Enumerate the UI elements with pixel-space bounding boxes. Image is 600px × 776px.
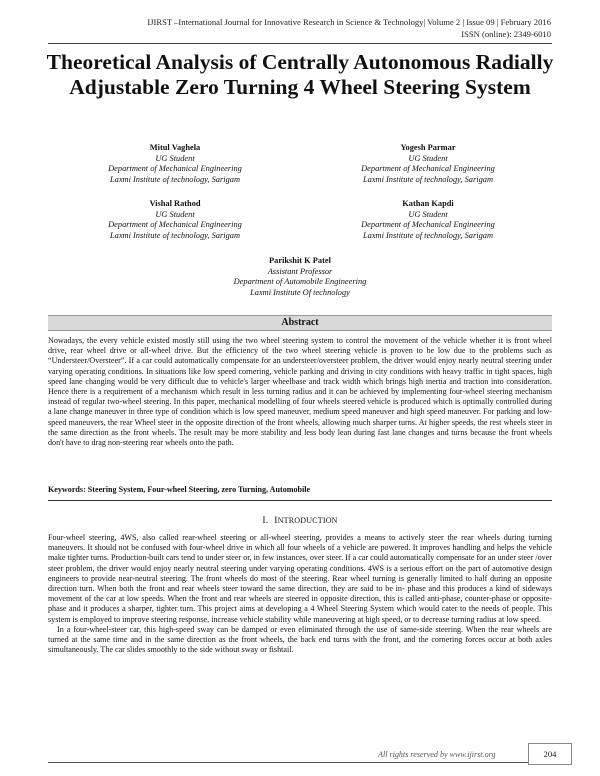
author-role: UG Student [155,209,195,219]
author-department: Department of Mechanical Engineering [108,220,242,229]
keywords-line: Keywords: Steering System, Four-wheel Steering, zero Turning, Automobile [48,485,311,494]
author-block [65,199,285,241]
author-name: Mitul Vaghela [149,143,201,152]
author-block [190,256,410,298]
abstract-heading: Abstract [48,315,552,331]
author-role: UG Student [408,209,448,219]
author-department: Department of Mechanical Engineering [108,164,242,173]
author-role: UG Student [155,153,195,163]
section-number: I. [262,516,269,526]
journal-header [147,16,551,40]
author-name: Kathan Kapdi [402,199,454,208]
author-block [318,199,538,241]
section-title-initial: I [274,516,278,526]
author-department: Department of Mechanical Engineering [361,164,495,173]
intro-paragraph: In a four-wheel-steer car, this high-speed sway can be damped or even eliminated through the use of same-side steering. When the rear wheels are turned at the same time and in the same direction as the front wheels, the back end turns with the front, and the cornering forces occur at both axles simultaneously. The car slides smoothly to the side without sway or fishtail. [48,624,552,655]
section-title-rest: NTRODUCTION [277,516,338,525]
author-role: Assistant Professor [267,266,333,276]
header-divider [48,43,552,44]
page-number: 204 [528,743,572,765]
section-heading [0,516,600,526]
intro-paragraph: Four-wheel steering, 4WS, also called rear-wheel steering or all-wheel steering, provides a means to actively steer the rear wheels during turning maneuvers. It should not be confused with four-wheel drive in which all four wheels of a vehicle are powered. It improves handling and helps the vehicle make tighter turns. Production-built cars tend to under steer or, in few instances, over steer. If a car could automatically compensate for an under steer /over steer problem, the driver would enjoy nearly neutral steering under varying operating conditions. 4WS is a serious effort on the part of automotive design engineers to provide near-neutral steering. The front wheels do most of the steering. Rear wheel turning is generally limited to half during an opposite direction turn. When both the front and rear wheels steer toward the same direction, they are said to be in- phase and this produces a kind of sideways movement of the car at low speeds. When the front and rear wheels are steered in opposite direction, this is called anti-phase, counter-phase or opposite-phase and it produces a sharper, tighter turn. This project aims at developing a 4 Wheel Steering System which would cater to the needs of people. This system is employed to improve steering response, increase vehicle stability while maneuvering at high speed, or to decrease turning radius at low speed. [48,533,552,624]
paper-title: Theoretical Analysis of Centrally Autonomous Radially Adjustable Zero Turning 4 Wheel Steering System [46,50,554,99]
issn-line: ISSN (online): 2349-6010 [461,29,551,39]
author-institute: Laxmi Institute of technology, Sarigam [109,230,241,240]
abstract-text: Nowadays, the every vehicle existed mostly still using the two wheel steering system to control the movement of the vehicle whether it is front wheel drive, rear wheel drive or all-wheel drive. But the efficiency of the two wheel steering vehicle is proven to be low due to the problems such as “Understeer/Oversteer”. If a car could automatically compensate for an understeer/oversteer problem, the driver would enjoy nearly neutral steering under varying operating conditions. In situations like low speed cornering, vehicle parking and driving in city conditions with heavy traffic in tight spaces, high speed lane changing would be very difficult due to vehicle's larger wheelbase and track width which brings high inertia and traction into consideration. Hence there is a requirement of a mechanism which result in less turning radius and it can be achieved by implementing four-wheel steering mechanism instead of regular two-wheel steering. In this paper, mechanical modelling of four wheels steered vehicle is produced which is optimally controlled during a lane change maneuver in three type of condition which is low speed maneuver, medium speed maneuver and high speed maneuver. For parking and low-speed maneuvers, the rear Wheel steer in the opposite direction of the front wheels, allowing much sharper turns. At higher speeds, the rest wheels steer in the same direction as the front wheels. The result may be more stability and less body lean during fast lane changes and turns because the front wheels don't have to drag non-steering rear wheels onto the path. [48,336,552,448]
author-institute: Laxmi Institute of technology, Sarigam [362,230,494,240]
footer-rights: All rights reserved by www.ijirst.org [378,750,496,759]
author-name: Yogesh Parmar [400,143,456,152]
footer-divider [48,762,552,763]
author-name: Parikshit K Patel [269,256,331,265]
journal-line: IJIRST –International Journal for Innovative Research in Science & Technology| Volume 2 | Issue 09 | February 2016 [147,17,551,27]
author-institute: Laxmi Institute of technology, Sarigam [109,174,241,184]
author-institute: Laxmi Institute of technology, Sarigam [362,174,494,184]
author-block [65,143,285,185]
author-institute: Laxmi Institute Of technology [250,287,350,297]
keywords-divider [48,500,552,501]
introduction-body [48,533,552,655]
author-name: Vishal Rathod [149,199,201,208]
author-role: UG Student [408,153,448,163]
author-department: Department of Automobile Engineering [233,277,367,286]
author-block [318,143,538,185]
author-department: Department of Mechanical Engineering [361,220,495,229]
